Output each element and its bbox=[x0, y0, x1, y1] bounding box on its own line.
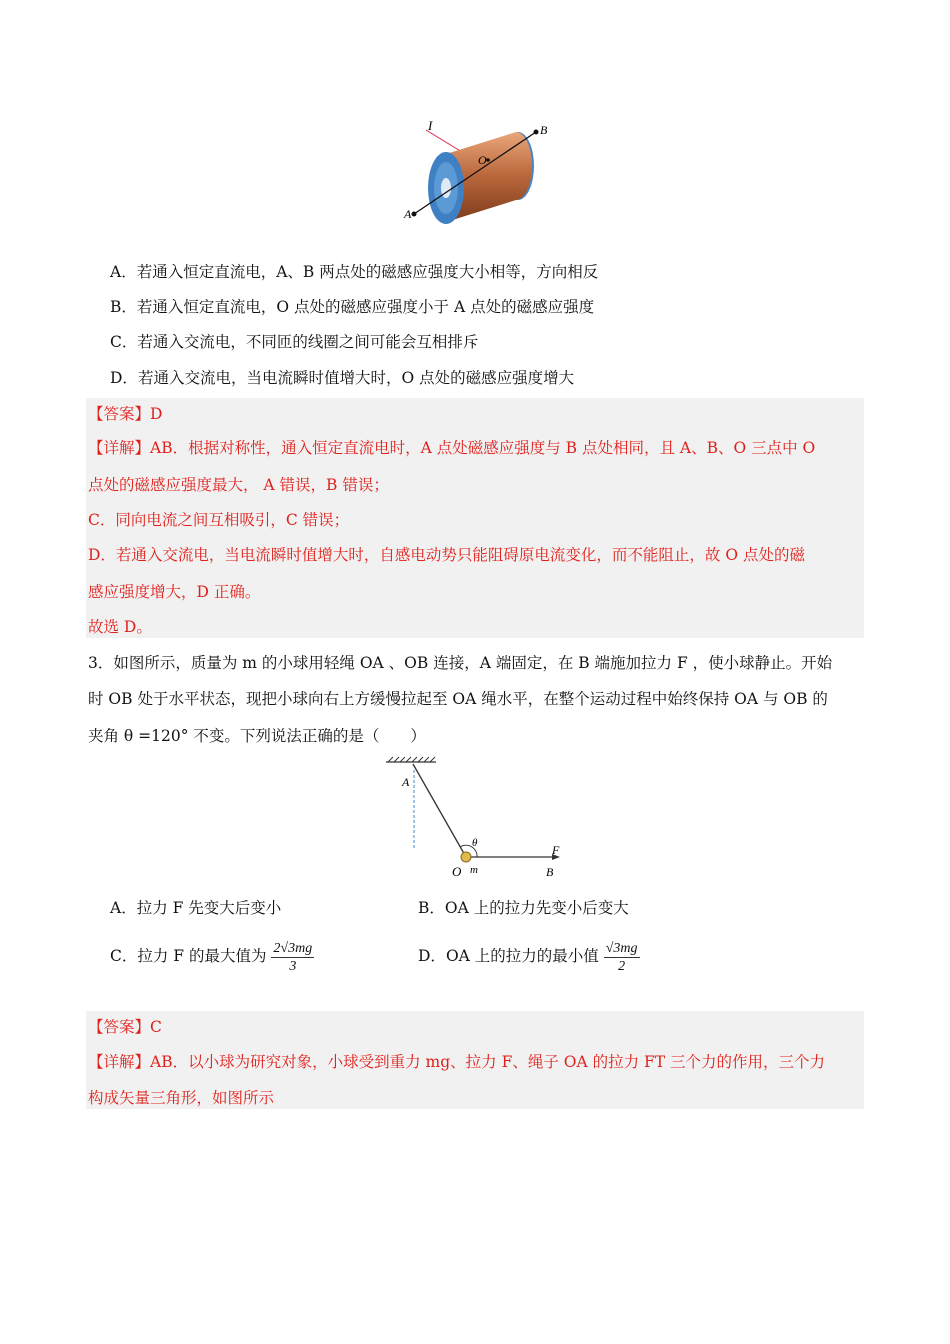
q2-answer: 【答案】D bbox=[88, 405, 163, 423]
q2-option-a: A．若通入恒定直流电，A、B 两点处的磁感应强度大小相等，方向相反 bbox=[110, 263, 599, 281]
q3-stem-line-2: 时 OB 处于水平状态，现把小球向右上方缓慢拉起至 OA 绳水平，在整个运动过程中始终保持 OA 与 OB 的 bbox=[88, 690, 828, 708]
q3-option-b: B．OA 上的拉力先变小后变大 bbox=[418, 899, 629, 917]
label-a: A bbox=[404, 207, 412, 221]
rope-figure bbox=[380, 756, 580, 880]
label-i: I bbox=[428, 118, 433, 133]
q3-stem-line-3: 夹角 θ =120° 不变。下列说法正确的是（ ） bbox=[88, 727, 426, 745]
q3-detail-line-1: 【详解】AB．以小球为研究对象，小球受到重力 mg、拉力 F、绳子 OA 的拉力 FT 三个力的作用，三个力 bbox=[88, 1053, 826, 1071]
fig2-label-theta: θ bbox=[472, 837, 478, 849]
q2-detail-line-1: 【详解】AB．根据对称性，通入恒定直流电时，A 点处磁感应强度与 B 点处相同，且 A、B、O 三点中 O bbox=[88, 439, 816, 457]
q3-option-a: A．拉力 F 先变大后变小 bbox=[110, 899, 282, 917]
q3-detail-line-2: 构成矢量三角形，如图所示 bbox=[88, 1089, 275, 1107]
q3-answer: 【答案】C bbox=[88, 1018, 162, 1036]
q3-option-c: C．拉力 F 的最大值为 $\frac{2√3mg}{3}$ bbox=[110, 940, 313, 974]
q2-detail-line-4: D．若通入交流电，当电流瞬时值增大时，自感电动势只能阻碍原电流变化，而不能阻止，故 O 点处的磁 bbox=[88, 546, 805, 564]
q2-option-c: C．若通入交流电，不同匝的线圈之间可能会互相排斥 bbox=[110, 333, 479, 351]
fig2-label-f: F bbox=[552, 843, 560, 857]
fig2-label-m: m bbox=[470, 864, 478, 876]
q2-detail-line-3: C．同向电流之间互相吸引，C 错误； bbox=[88, 511, 350, 529]
q3-option-d: D．OA 上的拉力的最小值 $\frac{√3mg}{2}$ bbox=[418, 940, 638, 974]
q3-option-c-fraction: $\frac{2√3mg}{3}$ bbox=[273, 940, 313, 974]
q3-stem-line-1: 3．如图所示，质量为 m 的小球用轻绳 OA 、OB 连接，A 端固定，在 B 端施加拉力 F ，使小球静止。开始 bbox=[88, 654, 833, 672]
fig2-label-o: O bbox=[452, 864, 462, 879]
label-b: B bbox=[540, 123, 548, 137]
q2-option-b: B．若通入恒定直流电，O 点处的磁感应强度小于 A 点处的磁感应强度 bbox=[110, 298, 595, 316]
label-o: O bbox=[478, 153, 487, 167]
q2-detail-line-5: 感应强度增大，D 正确。 bbox=[88, 583, 261, 601]
q2-option-d: D．若通入交流电，当电流瞬时值增大时，O 点处的磁感应强度增大 bbox=[110, 369, 575, 387]
fig2-label-a: A bbox=[402, 775, 410, 789]
q3-option-d-fraction: $\frac{√3mg}{2}$ bbox=[605, 940, 638, 974]
q2-detail-line-2: 点处的磁感应强度最大， A 错误，B 错误； bbox=[88, 476, 389, 494]
coil-figure bbox=[400, 118, 560, 230]
fig2-label-b: B bbox=[546, 865, 554, 879]
q2-detail-line-6: 故选 D。 bbox=[88, 618, 152, 636]
